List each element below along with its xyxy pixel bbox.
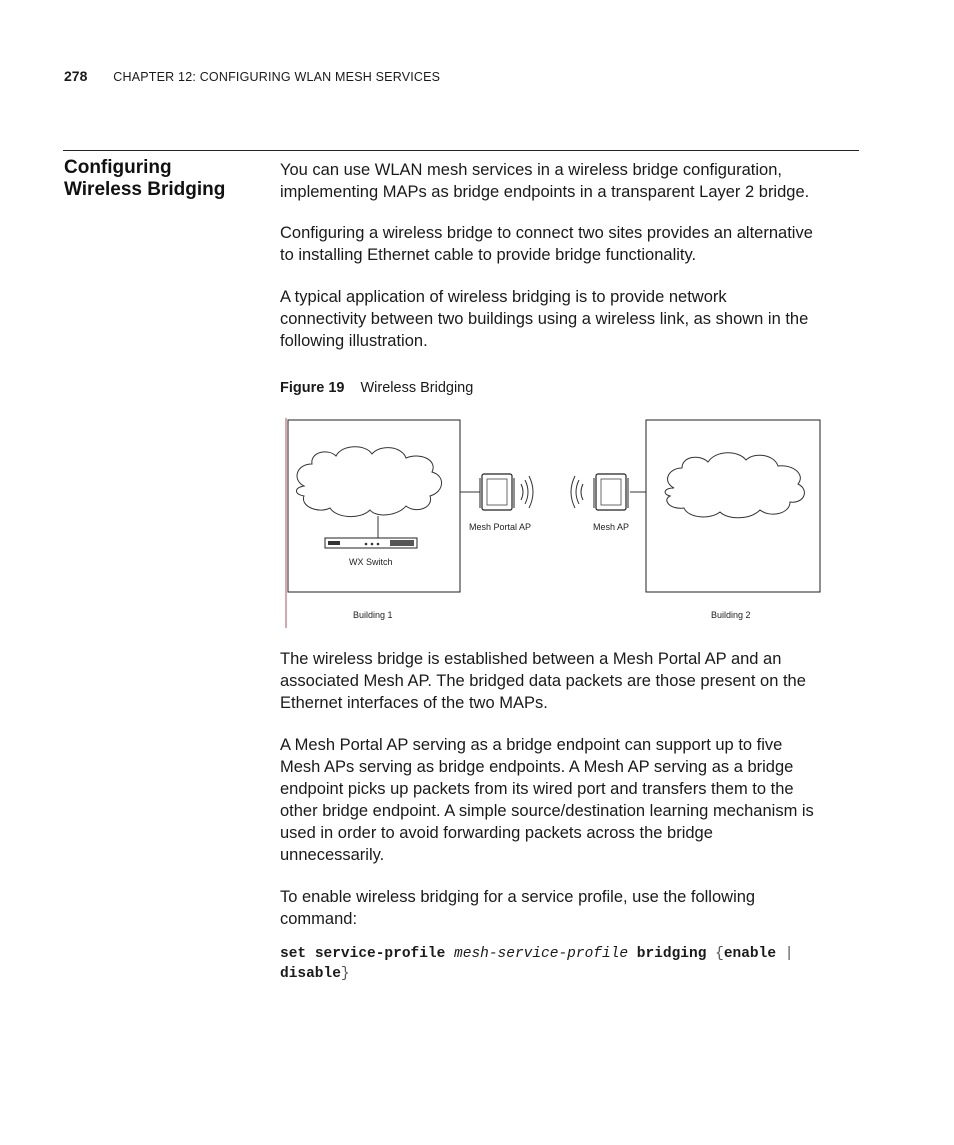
command-keyword: disable [280, 966, 341, 982]
wireless-wave-icon [571, 476, 575, 508]
wireless-wave-icon [529, 476, 533, 508]
command-keyword: set [280, 946, 307, 962]
paragraph-line: command: [280, 910, 358, 928]
wireless-wave-icon [525, 480, 528, 504]
paragraph-2 [280, 222, 860, 266]
command-keyword: enable [723, 946, 777, 962]
mesh-ap-label: Mesh AP [593, 522, 630, 532]
command-argument: mesh-service-profile [454, 946, 629, 962]
paragraph-5 [280, 734, 860, 866]
command-keyword: service-profile [314, 946, 446, 962]
paragraph-line: other bridge endpoint. A simple source/destination learning mechanism is [280, 802, 814, 820]
section-title-line2: Wireless Bridging [64, 179, 226, 200]
wireless-wave-icon [576, 480, 579, 504]
page-header [64, 68, 440, 84]
paragraph-6 [280, 886, 860, 930]
paragraph-line: to installing Ethernet cable to provide bridge functionality. [280, 246, 697, 264]
command-symbol: } [340, 966, 350, 982]
diagram-svg [280, 416, 840, 631]
switch-led [371, 543, 374, 546]
chapter-title: CHAPTER 12: CONFIGURING WLAN MESH SERVICES [113, 70, 441, 84]
command-keyword: bridging [636, 946, 707, 962]
paragraph-line: Ethernet interfaces of the two MAPs. [280, 694, 548, 712]
page-number: 278 [64, 68, 88, 84]
building-2-label: Building 2 [711, 610, 751, 620]
section-rule [63, 150, 859, 151]
command-symbol: | [784, 946, 794, 962]
building-1-label: Building 1 [353, 610, 393, 620]
paragraph-line: A Mesh Portal AP serving as a bridge endpoint can support up to five [280, 736, 783, 754]
command-syntax [280, 944, 860, 984]
paragraph-line: The wireless bridge is established between a Mesh Portal AP and an [280, 650, 782, 668]
paragraph-line: following illustration. [280, 332, 428, 350]
figure-caption-text: Wireless Bridging [360, 380, 474, 396]
switch-port-block [328, 541, 340, 545]
paragraph-line: connectivity between two buildings using a wireless link, as shown in the [280, 310, 809, 328]
paragraph-line: A typical application of wireless bridging is to provide network [280, 288, 727, 306]
paragraph-line: You can use WLAN mesh services in a wireless bridge configuration, [280, 161, 782, 179]
paragraph-line: unnecessarily. [280, 846, 385, 864]
section-title [64, 157, 264, 201]
wx-switch-label: WX Switch [349, 557, 393, 567]
figure-caption [280, 380, 473, 396]
switch-led [377, 543, 380, 546]
paragraph-line: used in order to avoid forwarding packets across the bridge [280, 824, 713, 842]
mesh-portal-ap-label: Mesh Portal AP [469, 522, 532, 532]
paragraph-line: Mesh APs serving as bridge endpoints. A Mesh AP serving as a bridge [280, 758, 794, 776]
switch-port-block [390, 540, 414, 546]
switch-led [365, 543, 368, 546]
paragraph-3 [280, 286, 860, 352]
building-2-box [646, 420, 820, 592]
wireless-bridging-diagram [280, 416, 840, 631]
paragraph-line: implementing MAPs as bridge endpoints in a transparent Layer 2 bridge. [280, 183, 810, 201]
paragraph-line: To enable wireless bridging for a service profile, use the following [280, 888, 756, 906]
wireless-wave-icon [581, 484, 583, 500]
section-title-line1: Configuring [64, 157, 172, 178]
paragraph-1 [280, 159, 860, 203]
paragraph-4 [280, 648, 860, 714]
wireless-wave-icon [521, 484, 523, 500]
paragraph-line: endpoint picks up packets from its wired port and transfers them to the [280, 780, 794, 798]
command-symbol: { [715, 946, 724, 962]
paragraph-line: Configuring a wireless bridge to connect two sites provides an alternative [280, 224, 813, 242]
paragraph-line: associated Mesh AP. The bridged data packets are those present on the [280, 672, 806, 690]
figure-label: Figure 19 [280, 380, 345, 396]
